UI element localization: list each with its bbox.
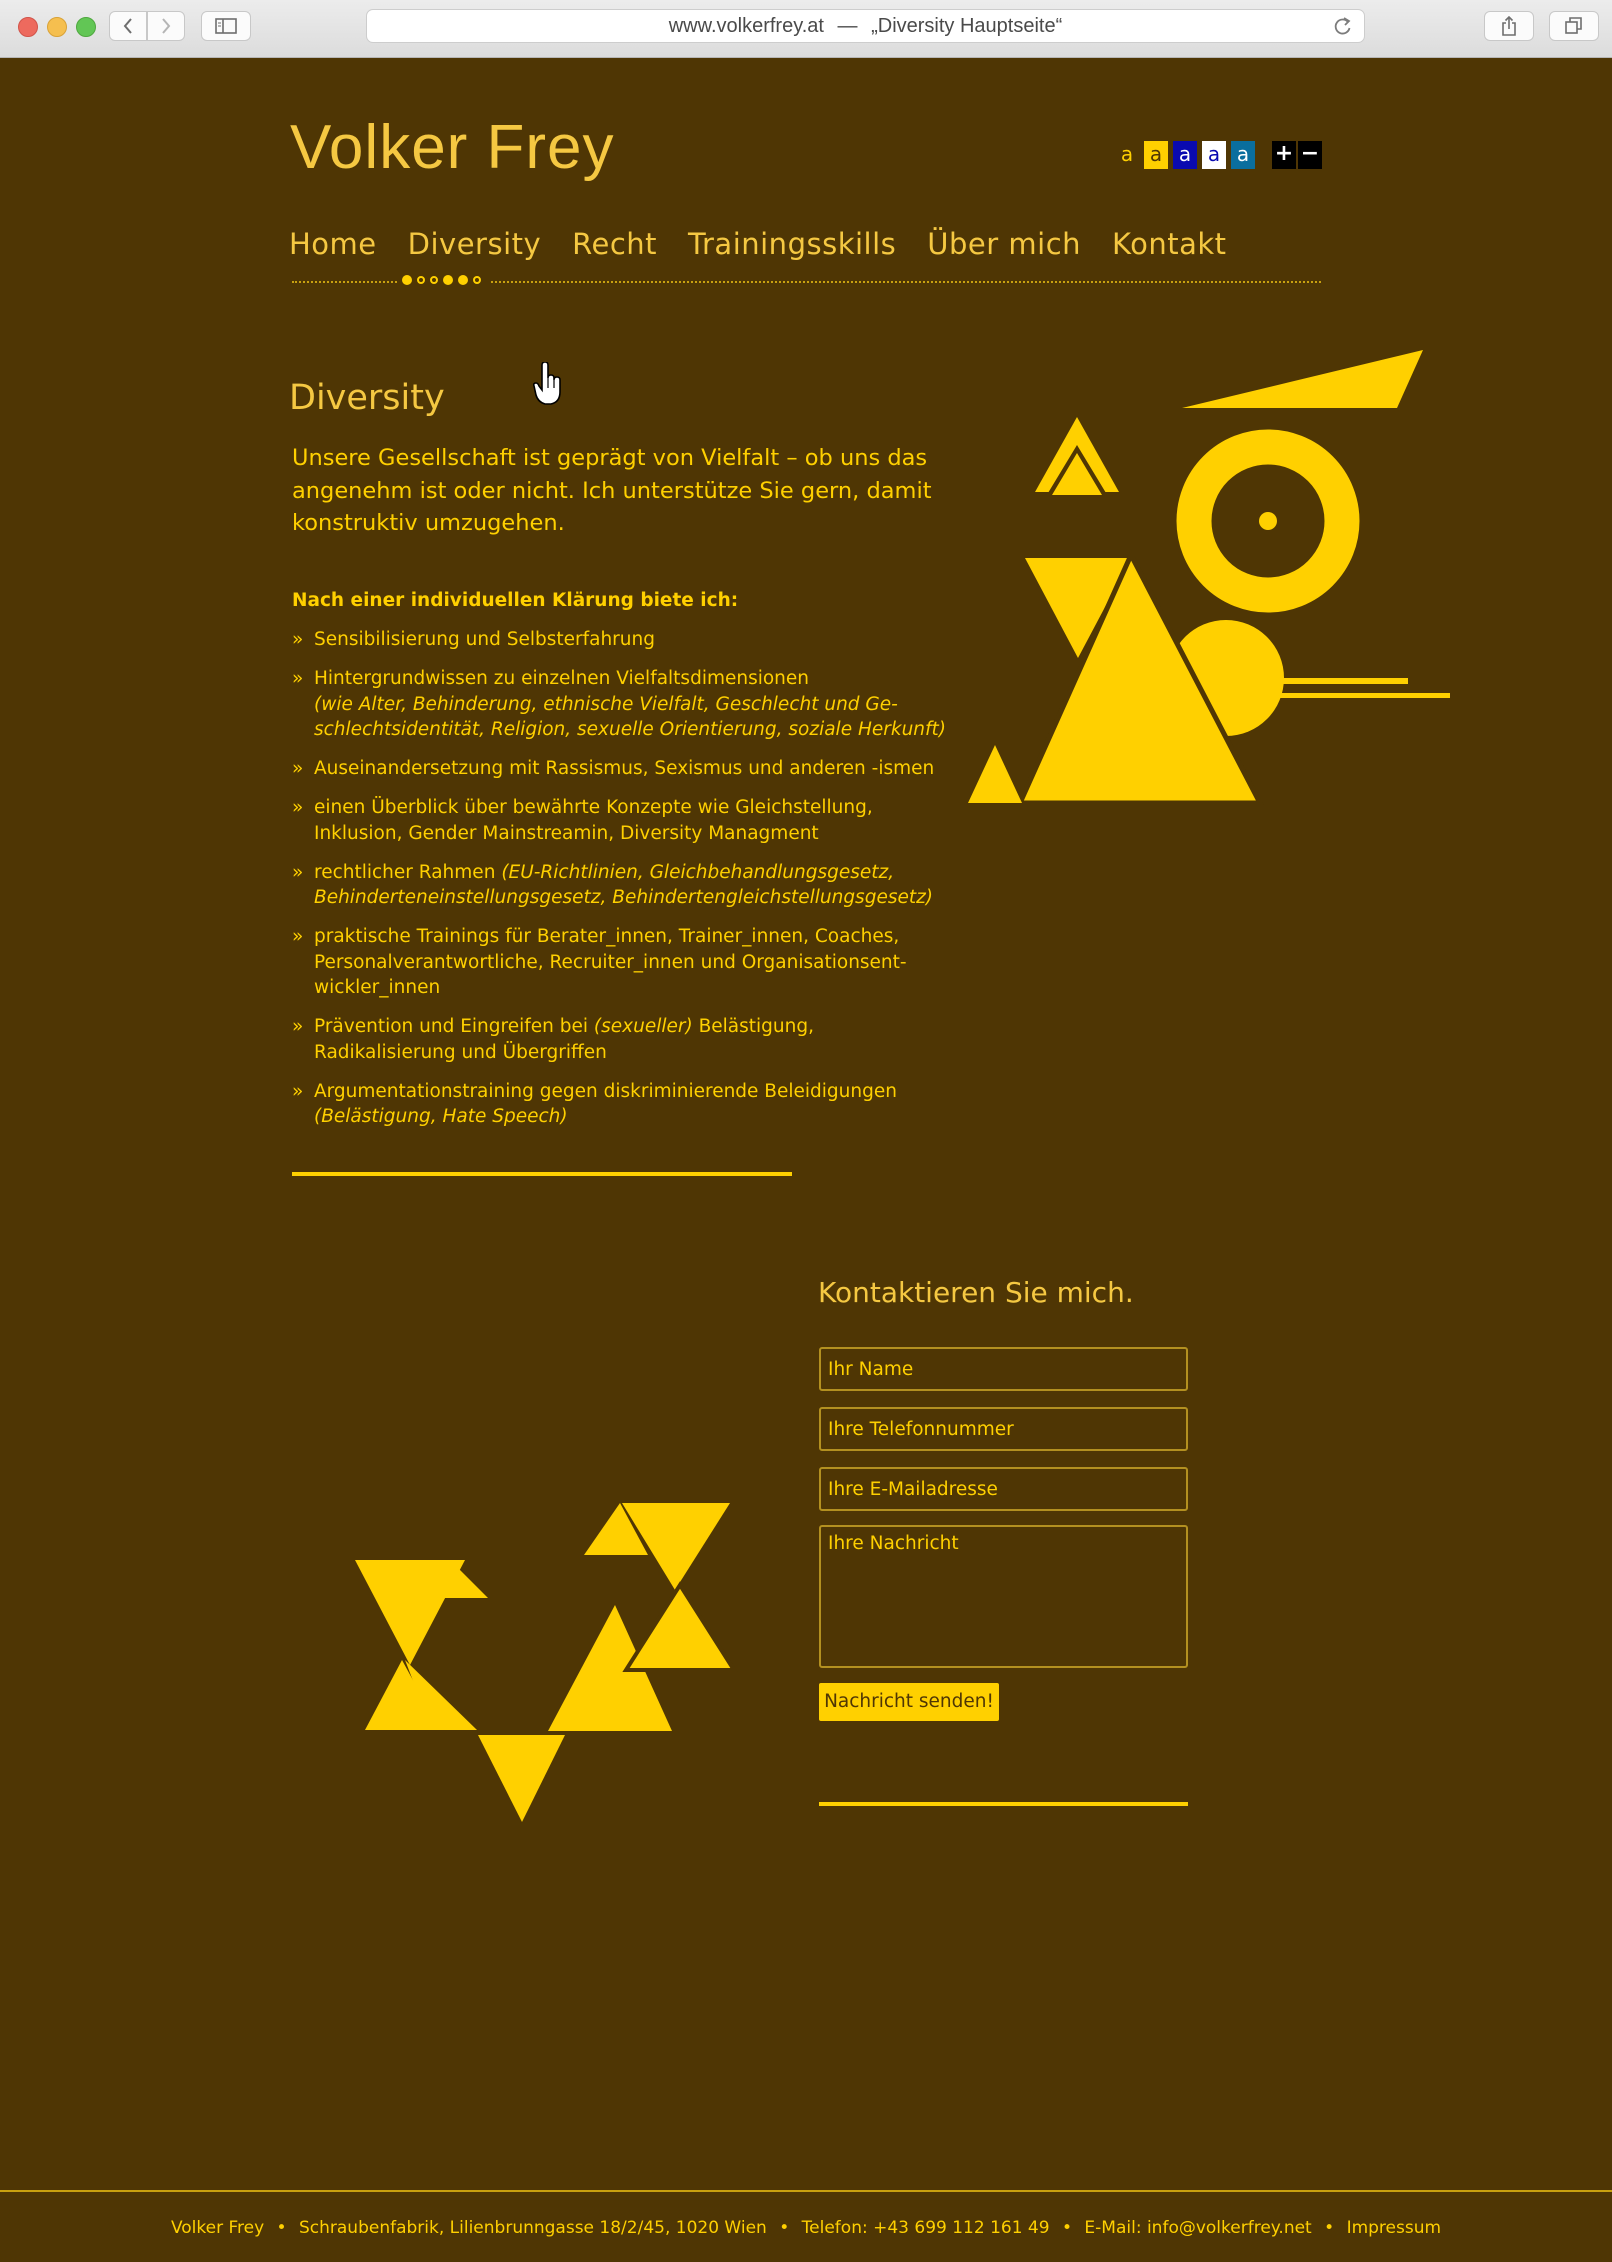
nav-trainingsskills[interactable]: Trainingsskills <box>688 227 897 261</box>
footer-separator: • <box>1061 2218 1073 2238</box>
geometric-figure-illustration <box>960 345 1460 815</box>
phone-field[interactable] <box>819 1407 1188 1451</box>
list-item <box>292 860 952 911</box>
lead-paragraph: Unsere Gesellschaft ist geprägt von Vielfalt – ob uns das angenehm ist oder nicht. Ich unterstütze Sie gern, damit konstruktiv umzugehen. <box>292 445 932 536</box>
footer-email[interactable]: E-Mail: info@volkerfrey.net <box>1084 2218 1312 2238</box>
forward-button[interactable] <box>147 11 185 41</box>
list-item <box>292 795 952 846</box>
theme-blue-on-white[interactable]: a <box>1202 141 1226 169</box>
footer-address: Schraubenfabrik, Lilienbrunngasse 18/2/45, 1020 Wien <box>298 2218 767 2238</box>
theme-brown-on-yellow[interactable]: a <box>1144 141 1168 169</box>
contact-divider <box>819 1802 1188 1806</box>
close-window-button[interactable] <box>18 17 38 37</box>
list-item-note: (EU-Richtlinien, Gleichbehandlungsgesetz, Behinderteneinstellungsgesetz, Behindertengleichstellungsgesetz) <box>314 861 934 908</box>
triangle-cluster-illustration <box>350 1495 740 1830</box>
email-field[interactable] <box>819 1467 1188 1511</box>
footer-name: Volker Frey <box>170 2218 265 2238</box>
sidebar-icon <box>215 18 237 34</box>
tabs-icon <box>1565 17 1583 35</box>
nav-dot <box>417 276 425 284</box>
nav-dot-ornament <box>398 275 490 285</box>
list-item-text: Sensibilisierung und Selbsterfahrung <box>314 629 655 650</box>
page-title: Diversity <box>289 378 445 418</box>
back-button[interactable] <box>109 11 147 41</box>
nav-diversity[interactable]: Diversity <box>407 227 542 261</box>
theme-white-on-blue[interactable]: a <box>1173 141 1197 169</box>
reload-icon <box>1334 16 1352 36</box>
sidebar-toggle-button[interactable] <box>201 11 251 41</box>
footer-separator: • <box>1324 2218 1335 2238</box>
tab-page-title: „Diversity Hauptseite“ <box>871 15 1063 37</box>
footer-separator: • <box>276 2218 287 2238</box>
list-item-text: Prävention und Eingreifen bei <box>314 1016 589 1037</box>
url-domain: www.volkerfrey.at <box>668 15 824 37</box>
nav-kontakt[interactable]: Kontakt <box>1112 227 1227 261</box>
share-icon <box>1501 16 1517 36</box>
list-item-text: Auseinandersetzung mit Rassismus, Sexismus und anderen -ismen <box>314 758 935 779</box>
list-item-text: einen Überblick über bewährte Konzepte wie Gleichstellung, Inklusion, Gender Mainstreamin, Diversity Managment <box>314 797 873 844</box>
list-item <box>292 756 952 782</box>
list-item <box>292 627 952 653</box>
list-item-text: praktische Trainings für Berater_innen, Trainer_innen, Coaches, Personalverantwortliche, Recruiter_innen und Organisationsent-wickler_innen <box>314 926 907 998</box>
nav-dot <box>443 275 453 285</box>
offer-list-title: Nach einer individuellen Klärung biete ich: <box>292 590 739 611</box>
message-field[interactable] <box>819 1525 1188 1668</box>
font-increase-button[interactable]: + <box>1272 141 1296 169</box>
list-item-note: (sexueller) <box>593 1016 693 1037</box>
list-item-note: (Belästigung, Hate Speech) <box>314 1106 568 1127</box>
nav-home[interactable]: Home <box>289 227 377 261</box>
nav-dot <box>402 275 412 285</box>
contact-title: Kontaktieren Sie mich. <box>818 1276 1134 1309</box>
site-logo[interactable]: Volker Frey <box>290 113 615 182</box>
browser-toolbar <box>0 0 1612 58</box>
footer-separator: • <box>779 2218 790 2238</box>
list-item-text: Belästigung, Radikalisierung und Übergriffen <box>314 1016 814 1063</box>
site-footer <box>0 2216 1612 2240</box>
footer-impressum-link[interactable]: Impressum <box>1346 2218 1442 2238</box>
list-item <box>292 924 952 1001</box>
theme-yellow-on-brown[interactable]: a <box>1120 142 1134 166</box>
show-tabs-button[interactable] <box>1549 11 1599 41</box>
nav-dot <box>430 276 438 284</box>
list-item <box>292 666 952 743</box>
list-item <box>292 1014 952 1065</box>
name-field[interactable] <box>819 1347 1188 1391</box>
list-item <box>292 1079 952 1130</box>
reload-button[interactable] <box>1334 10 1352 45</box>
url-separator: — <box>837 15 858 37</box>
accessibility-controls <box>1115 141 1322 169</box>
address-bar[interactable] <box>366 9 1365 43</box>
footer-phone[interactable]: Telefon: +43 699 112 161 49 <box>801 2218 1050 2238</box>
section-divider <box>292 1172 792 1176</box>
chevron-left-icon <box>122 17 134 35</box>
minimize-window-button[interactable] <box>47 17 67 37</box>
list-item-text: Hintergrundwissen zu einzelnen Vielfaltsdimensionen <box>314 668 810 689</box>
send-message-button[interactable]: Nachricht senden! <box>819 1683 999 1721</box>
list-item-text: rechtlicher Rahmen <box>314 861 496 883</box>
chevron-right-icon <box>160 17 172 35</box>
list-item-text: Argumentationstraining gegen diskriminierende Beleidigungen <box>314 1080 897 1102</box>
zoom-window-button[interactable] <box>76 17 96 37</box>
nav-dot <box>458 275 468 285</box>
hand-pointer-icon <box>533 362 563 406</box>
main-navigation <box>289 222 1258 266</box>
list-item-note: (wie Alter, Behinderung, ethnische Vielfalt, Geschlecht und Ge-schlechtsidentität, Religion, sexuelle Orientierung, soziale Herkunft) <box>314 693 946 740</box>
offer-list <box>292 627 952 1143</box>
theme-white-on-teal[interactable]: a <box>1231 141 1255 169</box>
footer-divider <box>0 2190 1612 2192</box>
font-decrease-button[interactable]: − <box>1298 141 1322 169</box>
nav-recht[interactable]: Recht <box>572 227 658 261</box>
nav-ueber-mich[interactable]: Über mich <box>927 227 1082 261</box>
share-button[interactable] <box>1484 11 1534 41</box>
nav-dot <box>473 276 481 284</box>
